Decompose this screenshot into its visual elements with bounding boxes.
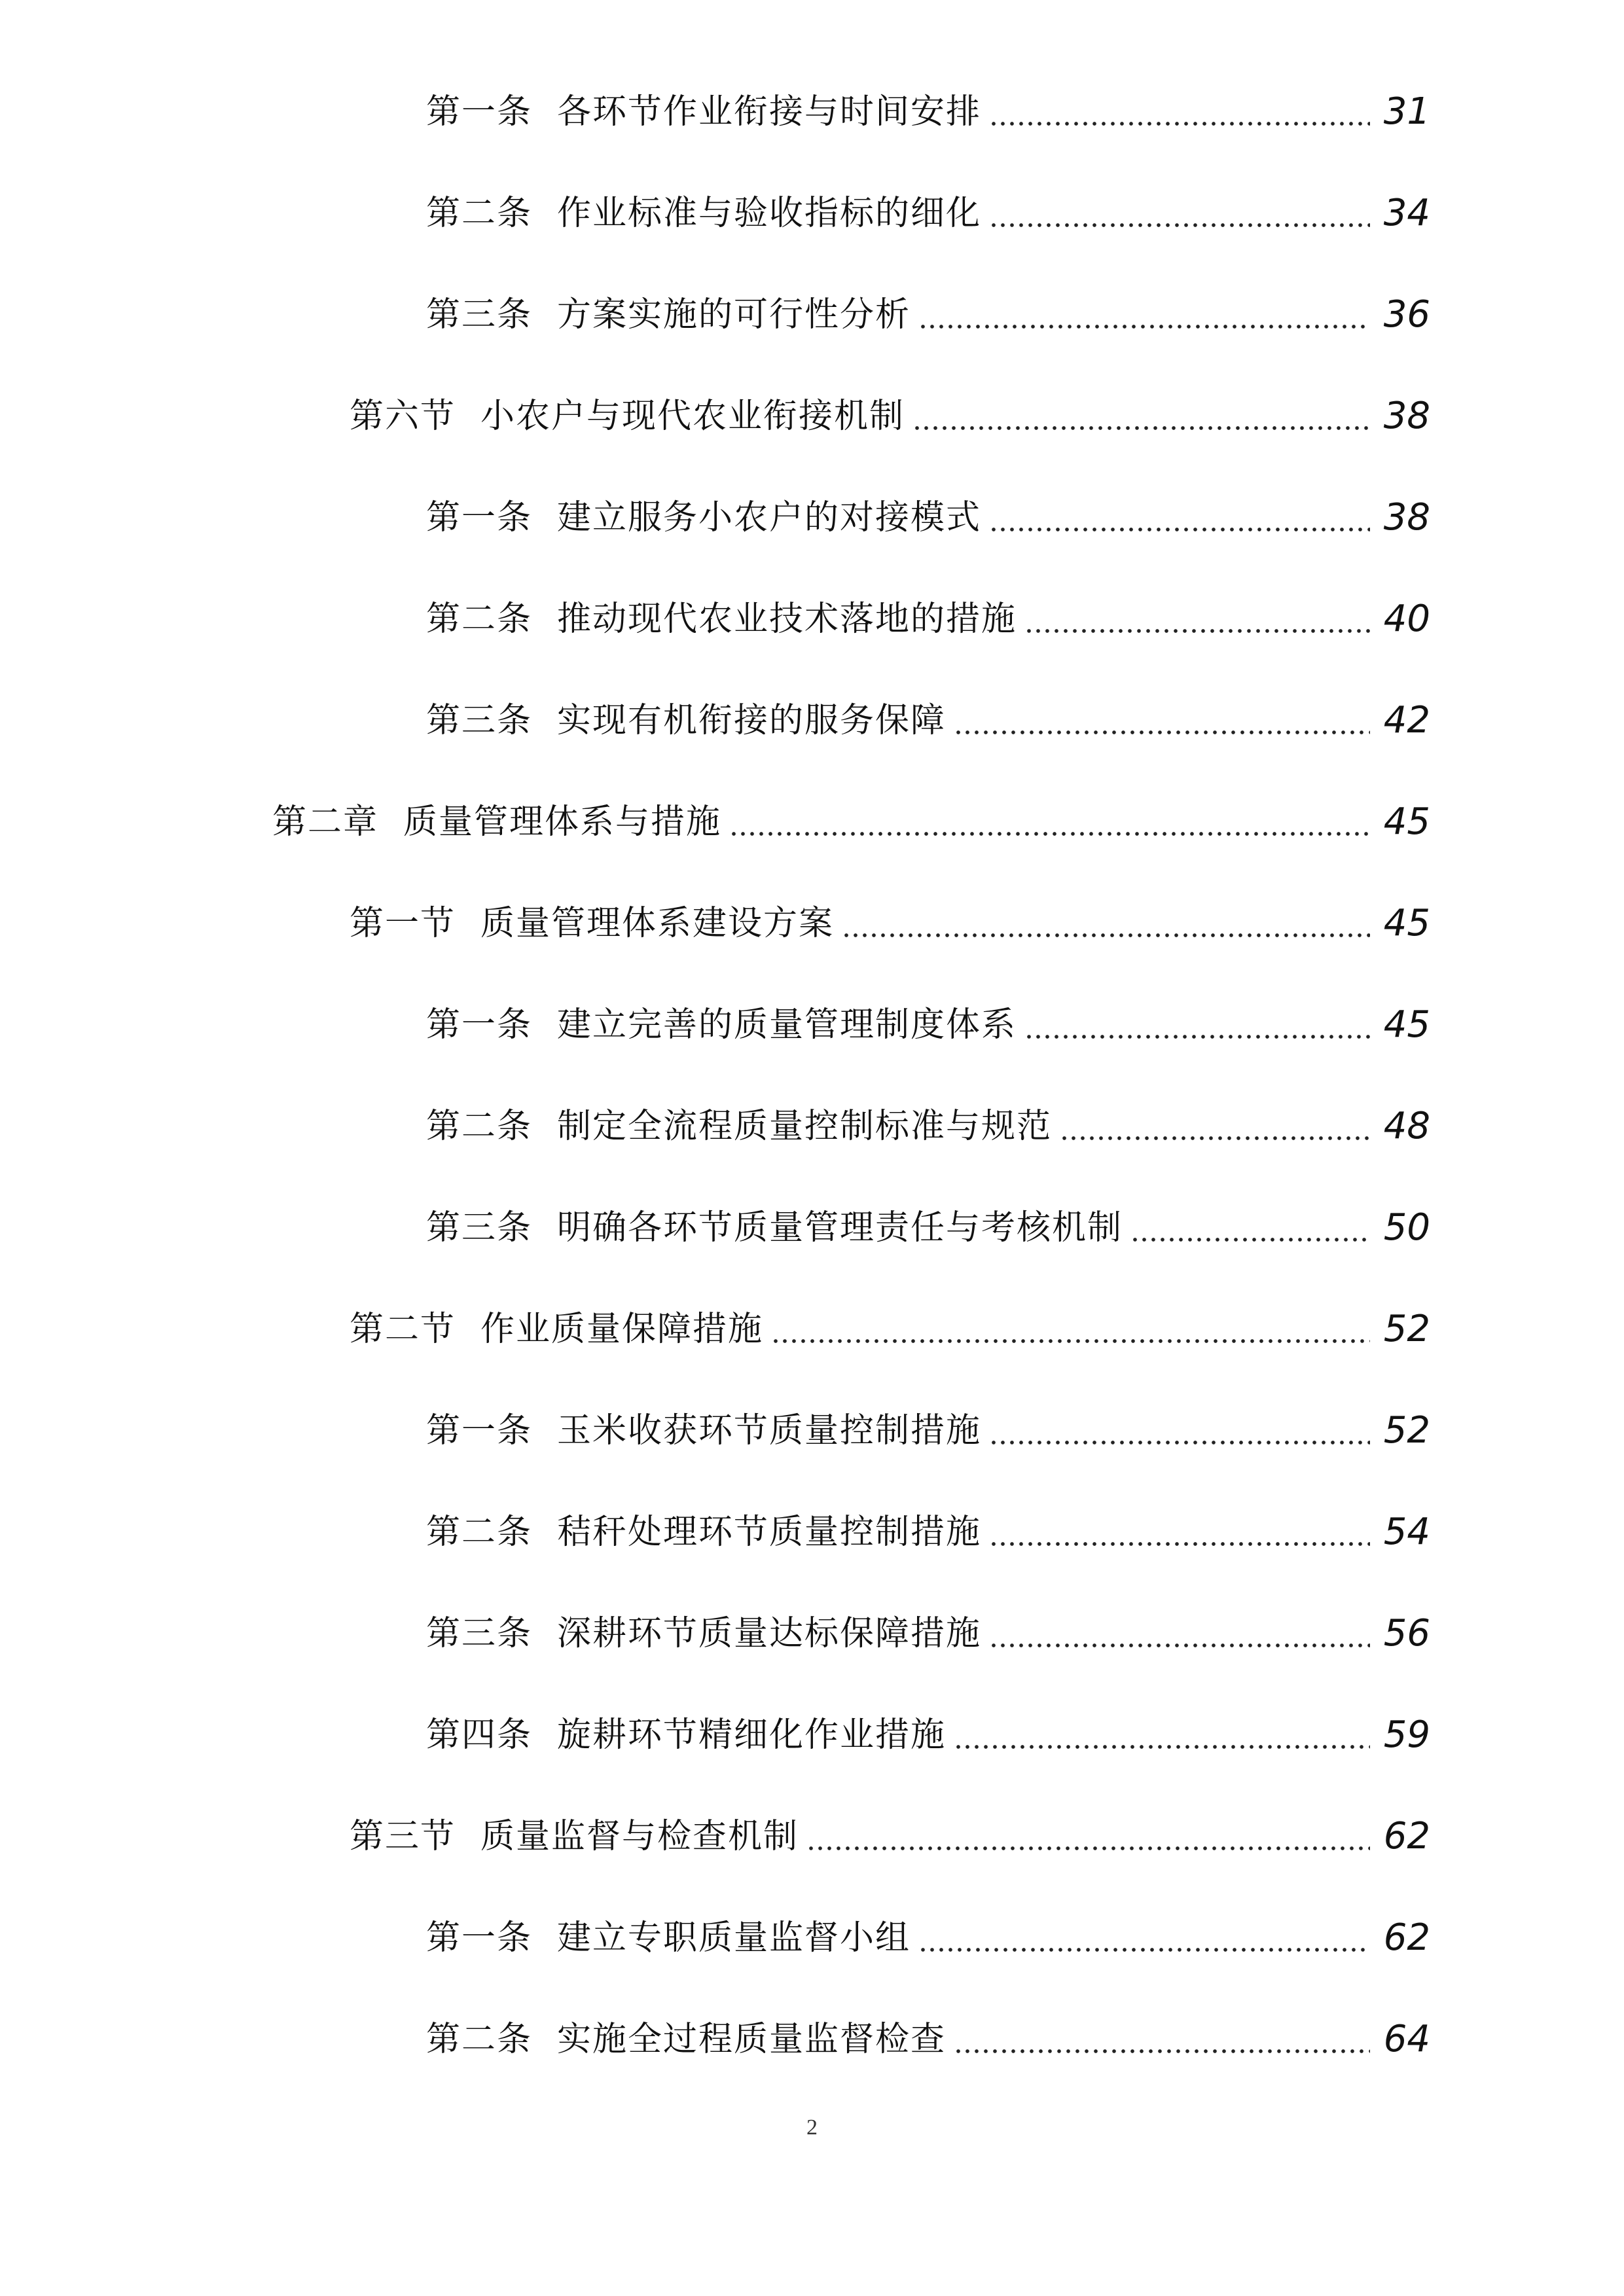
dot-leader	[954, 730, 1370, 734]
toc-entry-number: 第三条	[426, 1208, 533, 1247]
toc-entry-title: 作业质量保障措施	[480, 1310, 764, 1349]
toc-entry-number: 第一条	[426, 498, 533, 537]
toc-entry[interactable]	[426, 1195, 1430, 1261]
toc-entry-number: 第一条	[426, 1005, 533, 1045]
toc-entry-page: 34	[1383, 192, 1430, 234]
dot-leader	[771, 1339, 1370, 1343]
toc-entry-title: 建立完善的质量管理制度体系	[557, 1005, 1017, 1045]
toc-entry[interactable]	[426, 1905, 1430, 1971]
page-number: 2	[806, 2115, 818, 2140]
toc-entry-number: 第三条	[426, 701, 533, 740]
toc-entry-number: 第三条	[426, 1614, 533, 1653]
toc-entry-title: 质量管理体系建设方案	[480, 904, 835, 943]
toc-entry[interactable]	[426, 1094, 1430, 1159]
toc-entry-page: 59	[1383, 1713, 1430, 1756]
toc-entry-page: 62	[1383, 1916, 1430, 1959]
toc-entry-number: 第一条	[426, 1411, 533, 1450]
dot-leader	[989, 1643, 1370, 1647]
toc-entry[interactable]	[426, 1499, 1430, 1565]
toc-entry[interactable]	[350, 1804, 1430, 1869]
toc-entry[interactable]	[426, 586, 1430, 652]
toc-entry-title: 深耕环节质量达标保障措施	[557, 1614, 982, 1653]
toc-entry-page: 45	[1383, 800, 1430, 843]
toc-entry[interactable]	[426, 181, 1430, 246]
toc-entry-title: 实现有机衔接的服务保障	[557, 701, 947, 740]
toc-entry-title: 玉米收获环节质量控制措施	[557, 1411, 982, 1450]
toc-entry[interactable]	[426, 282, 1430, 348]
toc-entry-number: 第二条	[426, 600, 533, 639]
toc-entry-title: 各环节作业衔接与时间安排	[557, 92, 982, 132]
dot-leader	[954, 2049, 1370, 2053]
toc-entry[interactable]	[426, 1601, 1430, 1666]
toc-entry-title: 作业标准与验收指标的细化	[557, 194, 982, 233]
dot-leader	[1024, 629, 1370, 633]
toc-entry-number: 第一条	[426, 1918, 533, 1958]
toc-entry-title: 旋耕环节精细化作业措施	[557, 1715, 947, 1755]
toc-entry[interactable]	[350, 891, 1430, 956]
toc-entry-title: 质量监督与检查机制	[480, 1817, 799, 1856]
toc-entry-number: 第三条	[426, 295, 533, 334]
toc-entry-page: 54	[1383, 1511, 1430, 1553]
dot-leader	[918, 325, 1370, 329]
toc-entry-number: 第二条	[426, 2020, 533, 2059]
toc-entry-page: 56	[1383, 1612, 1430, 1655]
toc-entry-number: 第一条	[426, 92, 533, 132]
toc-entry[interactable]	[426, 2007, 1430, 2072]
toc-entry-title: 建立专职质量监督小组	[557, 1918, 911, 1958]
toc-entry[interactable]	[426, 79, 1430, 145]
toc-entry-title: 方案实施的可行性分析	[557, 295, 911, 334]
dot-leader	[989, 223, 1370, 227]
toc-entry-number: 第二条	[426, 1107, 533, 1146]
toc-entry[interactable]	[426, 485, 1430, 550]
dot-leader	[989, 1542, 1370, 1546]
toc-entry-number: 第二条	[426, 194, 533, 233]
dot-leader	[989, 122, 1370, 126]
toc-entry[interactable]	[350, 1297, 1430, 1362]
toc-entry[interactable]	[350, 384, 1430, 449]
toc-entry-page: 40	[1383, 598, 1430, 640]
toc-entry-title: 建立服务小农户的对接模式	[557, 498, 982, 537]
toc-entry-page: 45	[1383, 1003, 1430, 1046]
toc-entry-page: 50	[1383, 1206, 1430, 1249]
toc-entry-page: 62	[1383, 1815, 1430, 1857]
dot-leader	[918, 1948, 1370, 1952]
dot-leader	[1130, 1238, 1370, 1242]
toc-entry-page: 38	[1383, 496, 1430, 539]
toc-entry[interactable]	[272, 789, 1430, 855]
toc-entry-number: 第二节	[350, 1310, 456, 1349]
toc-entry-number: 第二条	[426, 1513, 533, 1552]
toc-entry-page: 48	[1383, 1105, 1430, 1147]
toc-entry-number: 第六节	[350, 397, 456, 436]
toc-entry-title: 质量管理体系与措施	[403, 802, 722, 842]
dot-leader	[806, 1846, 1370, 1850]
toc-entry-number: 第一节	[350, 904, 456, 943]
toc-entry-page: 52	[1383, 1308, 1430, 1350]
toc-entry-page: 38	[1383, 395, 1430, 437]
toc-entry-title: 小农户与现代农业衔接机制	[480, 397, 905, 436]
toc-entry-title: 推动现代农业技术落地的措施	[557, 600, 1017, 639]
toc-entry-title: 制定全流程质量控制标准与规范	[557, 1107, 1053, 1146]
dot-leader	[1024, 1035, 1370, 1039]
toc-entry[interactable]	[426, 1398, 1430, 1463]
toc-entry-page: 64	[1383, 2018, 1430, 2060]
toc-entry-title: 明确各环节质量管理责任与考核机制	[557, 1208, 1123, 1247]
toc-entry-title: 秸秆处理环节质量控制措施	[557, 1513, 982, 1552]
toc-entry-title: 实施全过程质量监督检查	[557, 2020, 947, 2059]
dot-leader	[954, 1745, 1370, 1749]
dot-leader	[912, 426, 1370, 430]
toc-entry-page: 52	[1383, 1409, 1430, 1452]
toc-entry-number: 第四条	[426, 1715, 533, 1755]
dot-leader	[1060, 1136, 1370, 1140]
dot-leader	[842, 933, 1370, 937]
toc-entry-page: 42	[1383, 699, 1430, 742]
toc-entry-number: 第二章	[272, 802, 379, 842]
dot-leader	[989, 1441, 1370, 1444]
toc-entry-page: 36	[1383, 293, 1430, 336]
toc-entry-number: 第三节	[350, 1817, 456, 1856]
toc-entry[interactable]	[426, 1702, 1430, 1768]
dot-leader	[729, 832, 1370, 836]
toc-entry-page: 45	[1383, 902, 1430, 944]
toc-entry-page: 31	[1383, 90, 1430, 133]
dot-leader	[989, 528, 1370, 531]
toc-entry[interactable]	[426, 688, 1430, 753]
toc-entry[interactable]	[426, 992, 1430, 1058]
